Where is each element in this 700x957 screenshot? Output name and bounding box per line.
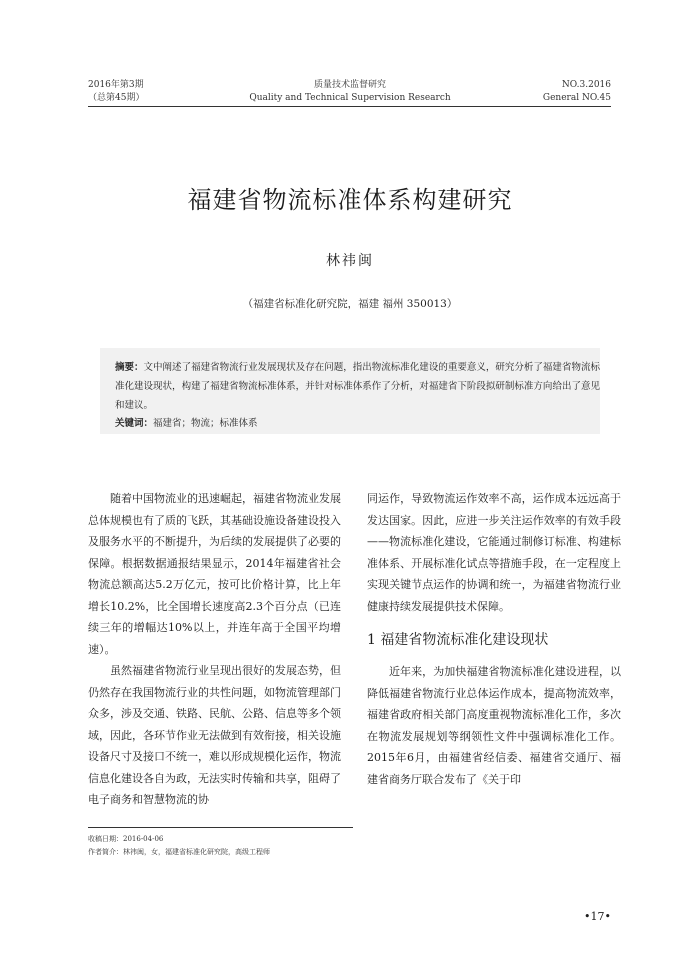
header-issue-year: 2016年第3期	[88, 80, 144, 90]
header-issue-total: （总第45期）	[88, 93, 145, 103]
body-right-column	[367, 488, 621, 790]
keywords	[115, 414, 600, 433]
header-divider	[88, 106, 611, 107]
footnote-received: 收稿日期：2016-04-06	[88, 835, 164, 843]
footnote-divider	[88, 827, 353, 828]
body-paragraph: 近年来，为加快福建省物流标准化建设进程，以降低福建省物流行业总体运作成本，提高物流效率，福建省政府相关部门高度重视物流标准化工作，多次在物流发展规划等纲领性文件中强调标准化工作。2015年6月，由福建省经信委、福建省交通厅、福建省商务厅联合发布了《关于印	[367, 665, 621, 786]
header-number	[543, 79, 611, 105]
body-left-column	[88, 488, 341, 811]
header-number-line1: NO.3.2016	[561, 80, 611, 90]
abstract-text: 文中阐述了福建省物流行业发展现状及存在问题，指出物流标准化建设的重要意义，研究分析了福建省物流标准化建设现状，构建了福建省物流标准体系，并针对标准体系作了分析，对福建省下阶段拟研制标准方向给出了意见和建议。	[115, 362, 600, 411]
keywords-label: 关键词：	[115, 418, 154, 429]
footnote-author-bio: 作者简介：林祎闽，女，福建省标准化研究院，高级工程师	[88, 848, 270, 856]
body-paragraph-continued: 同运作，导致物流运作效率不高，运作成本远远高于发达国家。因此，应进一步关注运作效率的有效手段——物流标准化建设，它能通过制修订标准、构建标准体系、开展标准化试点等措施手段，在一定程度上实现关键节点运作的协调和统一，为福建省物流行业健康持续发展提供技术保障。	[367, 492, 621, 613]
body-paragraph: 随着中国物流业的迅速崛起，福建省物流业发展总体规模也有了质的飞跃，其基础设施设备建设投入及服务水平的不断提升，为后续的发展提供了必要的保障。根据数据通报结果显示，2014年福建省社会物流总额高达5.2万亿元，按可比价格计算，比上年增长10.2%，比全国增长速度高2.3个百分点（已连续三年的增幅达10%以上，并连年高于全国平均增速）。	[88, 492, 341, 656]
section-heading: 1 福建省物流标准化建设现状	[367, 632, 549, 648]
abstract	[115, 358, 600, 415]
keywords-text: 福建省；物流；标准体系	[153, 418, 258, 429]
header-journal-en: Quality and Technical Supervision Research	[249, 93, 451, 103]
article-author: 林祎闽	[326, 253, 374, 269]
body-paragraph: 虽然福建省物流行业呈现出很好的发展态势，但仍然存在我国物流行业的共性问题，如物流管理部门众多，涉及交通、铁路、民航、公路、信息等多个领域，因此，各环节作业无法做到有效衔接，相关设施设备尺寸及接口不统一，难以形成规模化运作，物流信息化建设各自为政，无法实时传输和共享，阻碍了电子商务和智慧物流的协	[88, 664, 341, 806]
article-title: 福建省物流标准体系构建研究	[187, 186, 513, 214]
header-number-line2: General NO.45	[542, 93, 611, 103]
header-journal-cn: 质量技术监督研究	[313, 80, 386, 90]
page-number: •17•	[584, 910, 611, 923]
abstract-label: 摘要：	[115, 362, 144, 373]
article-affiliation: （福建省标准化研究院，福建 福州 350013）	[242, 298, 458, 310]
